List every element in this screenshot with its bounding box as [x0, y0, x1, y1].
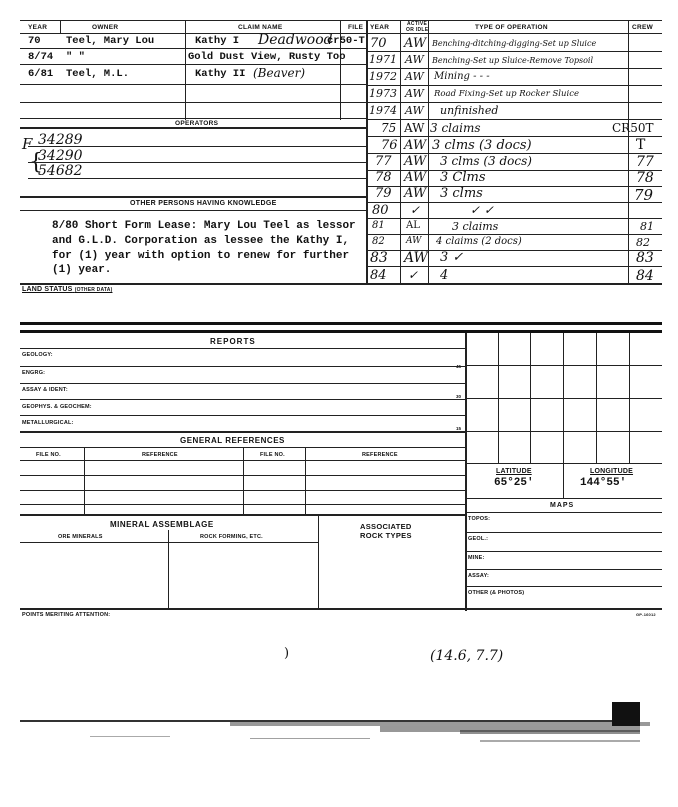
op-type: 3 ✓	[440, 250, 464, 265]
latitude-label: LATITUDE	[496, 468, 532, 475]
land-status-sub: (OTHER DATA)	[74, 287, 113, 293]
ref-col-file-no-2: FILE NO.	[260, 452, 285, 458]
op-status: AW	[404, 154, 427, 169]
claim-name: Kathy I	[195, 35, 240, 47]
claim-hand-note: (Beaver)	[253, 66, 306, 80]
op-type: 3 claims	[452, 220, 499, 233]
op-type: 4	[440, 268, 449, 283]
header-crew: CREW	[632, 24, 654, 31]
other-persons-line: and G.L.D. Corporation as lessee the Kathy I,	[52, 235, 350, 247]
op-year: 80	[372, 203, 389, 218]
op-type: Benching-Set up Sluice-Remove Topsoil	[432, 56, 594, 65]
op-crew: 83	[636, 250, 654, 266]
report-num: 45	[456, 364, 462, 369]
owner-year: 70	[28, 35, 41, 47]
op-year: 1974	[369, 104, 397, 117]
ore-minerals-label: ORE MINERALS	[58, 534, 103, 540]
ref-col-file-no: FILE NO.	[36, 452, 61, 458]
op-type: unfinished	[440, 104, 499, 117]
op-type: 3 Clms	[440, 170, 486, 185]
operators-prefix: F	[22, 135, 33, 153]
op-status: ✓	[410, 203, 421, 217]
other-persons-line: (1) year.	[52, 264, 112, 276]
op-status: AW	[405, 70, 424, 83]
op-year: 1972	[369, 70, 397, 83]
op-crew: 84	[636, 268, 654, 284]
other-persons-line: 8/80 Short Form Lease: Mary Lou Teel as lessor	[52, 220, 356, 232]
form-code: GP-16012	[636, 612, 656, 617]
rock-forming-label: ROCK FORMING, ETC.	[200, 534, 263, 540]
op-year: 70	[370, 36, 387, 51]
claim-name: Gold Dust View, Rusty Too	[188, 51, 346, 63]
op-crew: 77	[636, 154, 654, 170]
report-engrg: ENGRG:	[22, 370, 46, 376]
land-status-label	[22, 286, 112, 293]
report-assay: ASSAY & IDENT:	[22, 387, 68, 393]
rock-types-label: ROCK TYPES	[360, 531, 412, 540]
op-type: Mining - - -	[434, 71, 490, 82]
op-type: ✓ ✓	[470, 203, 494, 217]
op-type: Benching-ditching-digging-Set up Sluice	[432, 39, 597, 48]
owner-name: Teel, M.L.	[66, 68, 130, 80]
op-status: AW	[405, 104, 424, 117]
op-type: 3 clms	[440, 186, 483, 201]
op-year: 78	[375, 170, 392, 185]
owner-year: 8/74	[28, 51, 54, 63]
op-year: 77	[375, 154, 392, 169]
op-status: AW	[404, 170, 427, 185]
header-year: YEAR	[28, 24, 48, 31]
file-number: cr50-T	[327, 35, 365, 47]
op-crew: 82	[636, 236, 650, 249]
op-year: 83	[370, 250, 388, 266]
op-status: AW	[404, 121, 425, 135]
coordinates-note: (14.6, 7.7)	[430, 648, 504, 664]
ref-col-reference-2: REFERENCE	[362, 452, 398, 458]
other-persons-title: OTHER PERSONS HAVING KNOWLEDGE	[130, 200, 277, 207]
op-status: AW	[406, 236, 422, 246]
map-other: OTHER (& PHOTOS)	[468, 590, 525, 596]
op-crew: 81	[640, 220, 654, 233]
op-type: 4 claims (2 docs)	[436, 236, 522, 247]
op-status: AW	[404, 36, 427, 51]
op-year: 1971	[369, 53, 397, 66]
op-status: AW	[404, 186, 427, 201]
owner-name: Teel, Mary Lou	[66, 35, 155, 47]
header-type-of-operation: TYPE OF OPERATION	[475, 24, 548, 31]
op-status: AW	[405, 87, 424, 100]
owner-year: 6/81	[28, 68, 54, 80]
op-year: 79	[375, 186, 392, 201]
report-metallurgical: METALLURGICAL:	[22, 420, 74, 426]
mineral-assemblage-title: MINERAL ASSEMBLAGE	[110, 520, 214, 529]
header-active: ACTIVE	[407, 21, 428, 27]
op-year: 84	[370, 268, 387, 283]
map-geol: GEOL.:	[468, 536, 489, 542]
op-type: 3 clms (3 docs)	[440, 154, 532, 168]
op-status: AW	[405, 53, 424, 66]
op-year: 1973	[369, 87, 397, 100]
header-year-2: YEAR	[370, 24, 390, 31]
op-year: 81	[372, 220, 385, 231]
header-file: FILE	[348, 24, 364, 31]
stray-mark: )	[284, 646, 290, 661]
op-crew: CR50T	[612, 121, 654, 135]
report-num: 15	[456, 426, 462, 431]
op-status: AL	[406, 220, 420, 231]
op-type: Road Fixing-Set up Rocker Sluice	[434, 89, 579, 99]
header-or-idle: OR IDLE	[406, 27, 429, 33]
op-status: AW	[404, 250, 428, 266]
report-geophys: GEOPHYS. & GEOCHEM:	[22, 404, 92, 410]
op-year: 82	[372, 236, 385, 247]
points-meriting-attention: POINTS MERITING ATTENTION:	[22, 612, 111, 618]
header-owner: OWNER	[92, 24, 119, 31]
operator-number: 34289	[38, 132, 83, 148]
map-topos: TOPOS:	[468, 516, 491, 522]
op-crew: 79	[634, 186, 654, 204]
claim-hand-note: Deadwood	[258, 32, 333, 48]
claim-name: Kathy II	[195, 68, 246, 80]
map-assay: ASSAY:	[468, 573, 490, 579]
general-references-title: GENERAL REFERENCES	[180, 436, 285, 445]
operators-title: OPERATORS	[175, 120, 219, 127]
op-year: 76	[381, 138, 398, 153]
op-type: 3 clms (3 docs)	[432, 138, 532, 153]
longitude-label: LONGITUDE	[590, 468, 634, 475]
op-status: ✓	[408, 268, 419, 282]
op-status: AW	[404, 138, 427, 153]
operator-number: 54682	[38, 163, 83, 179]
header-claim-name: CLAIM NAME	[238, 24, 283, 31]
op-type: 3 claims	[430, 121, 481, 135]
op-crew: 78	[636, 170, 654, 186]
owner-name: " "	[66, 51, 85, 63]
land-status-title: LAND STATUS	[22, 286, 73, 293]
longitude-value: 144°55'	[580, 477, 627, 489]
ref-col-reference: REFERENCE	[142, 452, 178, 458]
operators-brace: {	[29, 150, 43, 175]
map-mine: MINE:	[468, 555, 485, 561]
op-year: 75	[381, 121, 397, 135]
reports-title: REPORTS	[210, 337, 256, 346]
maps-title: MAPS	[550, 502, 575, 509]
operator-number: 34290	[38, 148, 83, 164]
other-persons-line: for (1) year with option to renew for further	[52, 250, 350, 262]
report-num: 30	[456, 394, 462, 399]
report-geology: GEOLOGY:	[22, 352, 53, 358]
latitude-value: 65°25'	[494, 477, 534, 489]
op-crew: T	[636, 137, 646, 153]
scan-artifact-streak	[0, 700, 678, 760]
associated-label: ASSOCIATED	[360, 522, 412, 531]
